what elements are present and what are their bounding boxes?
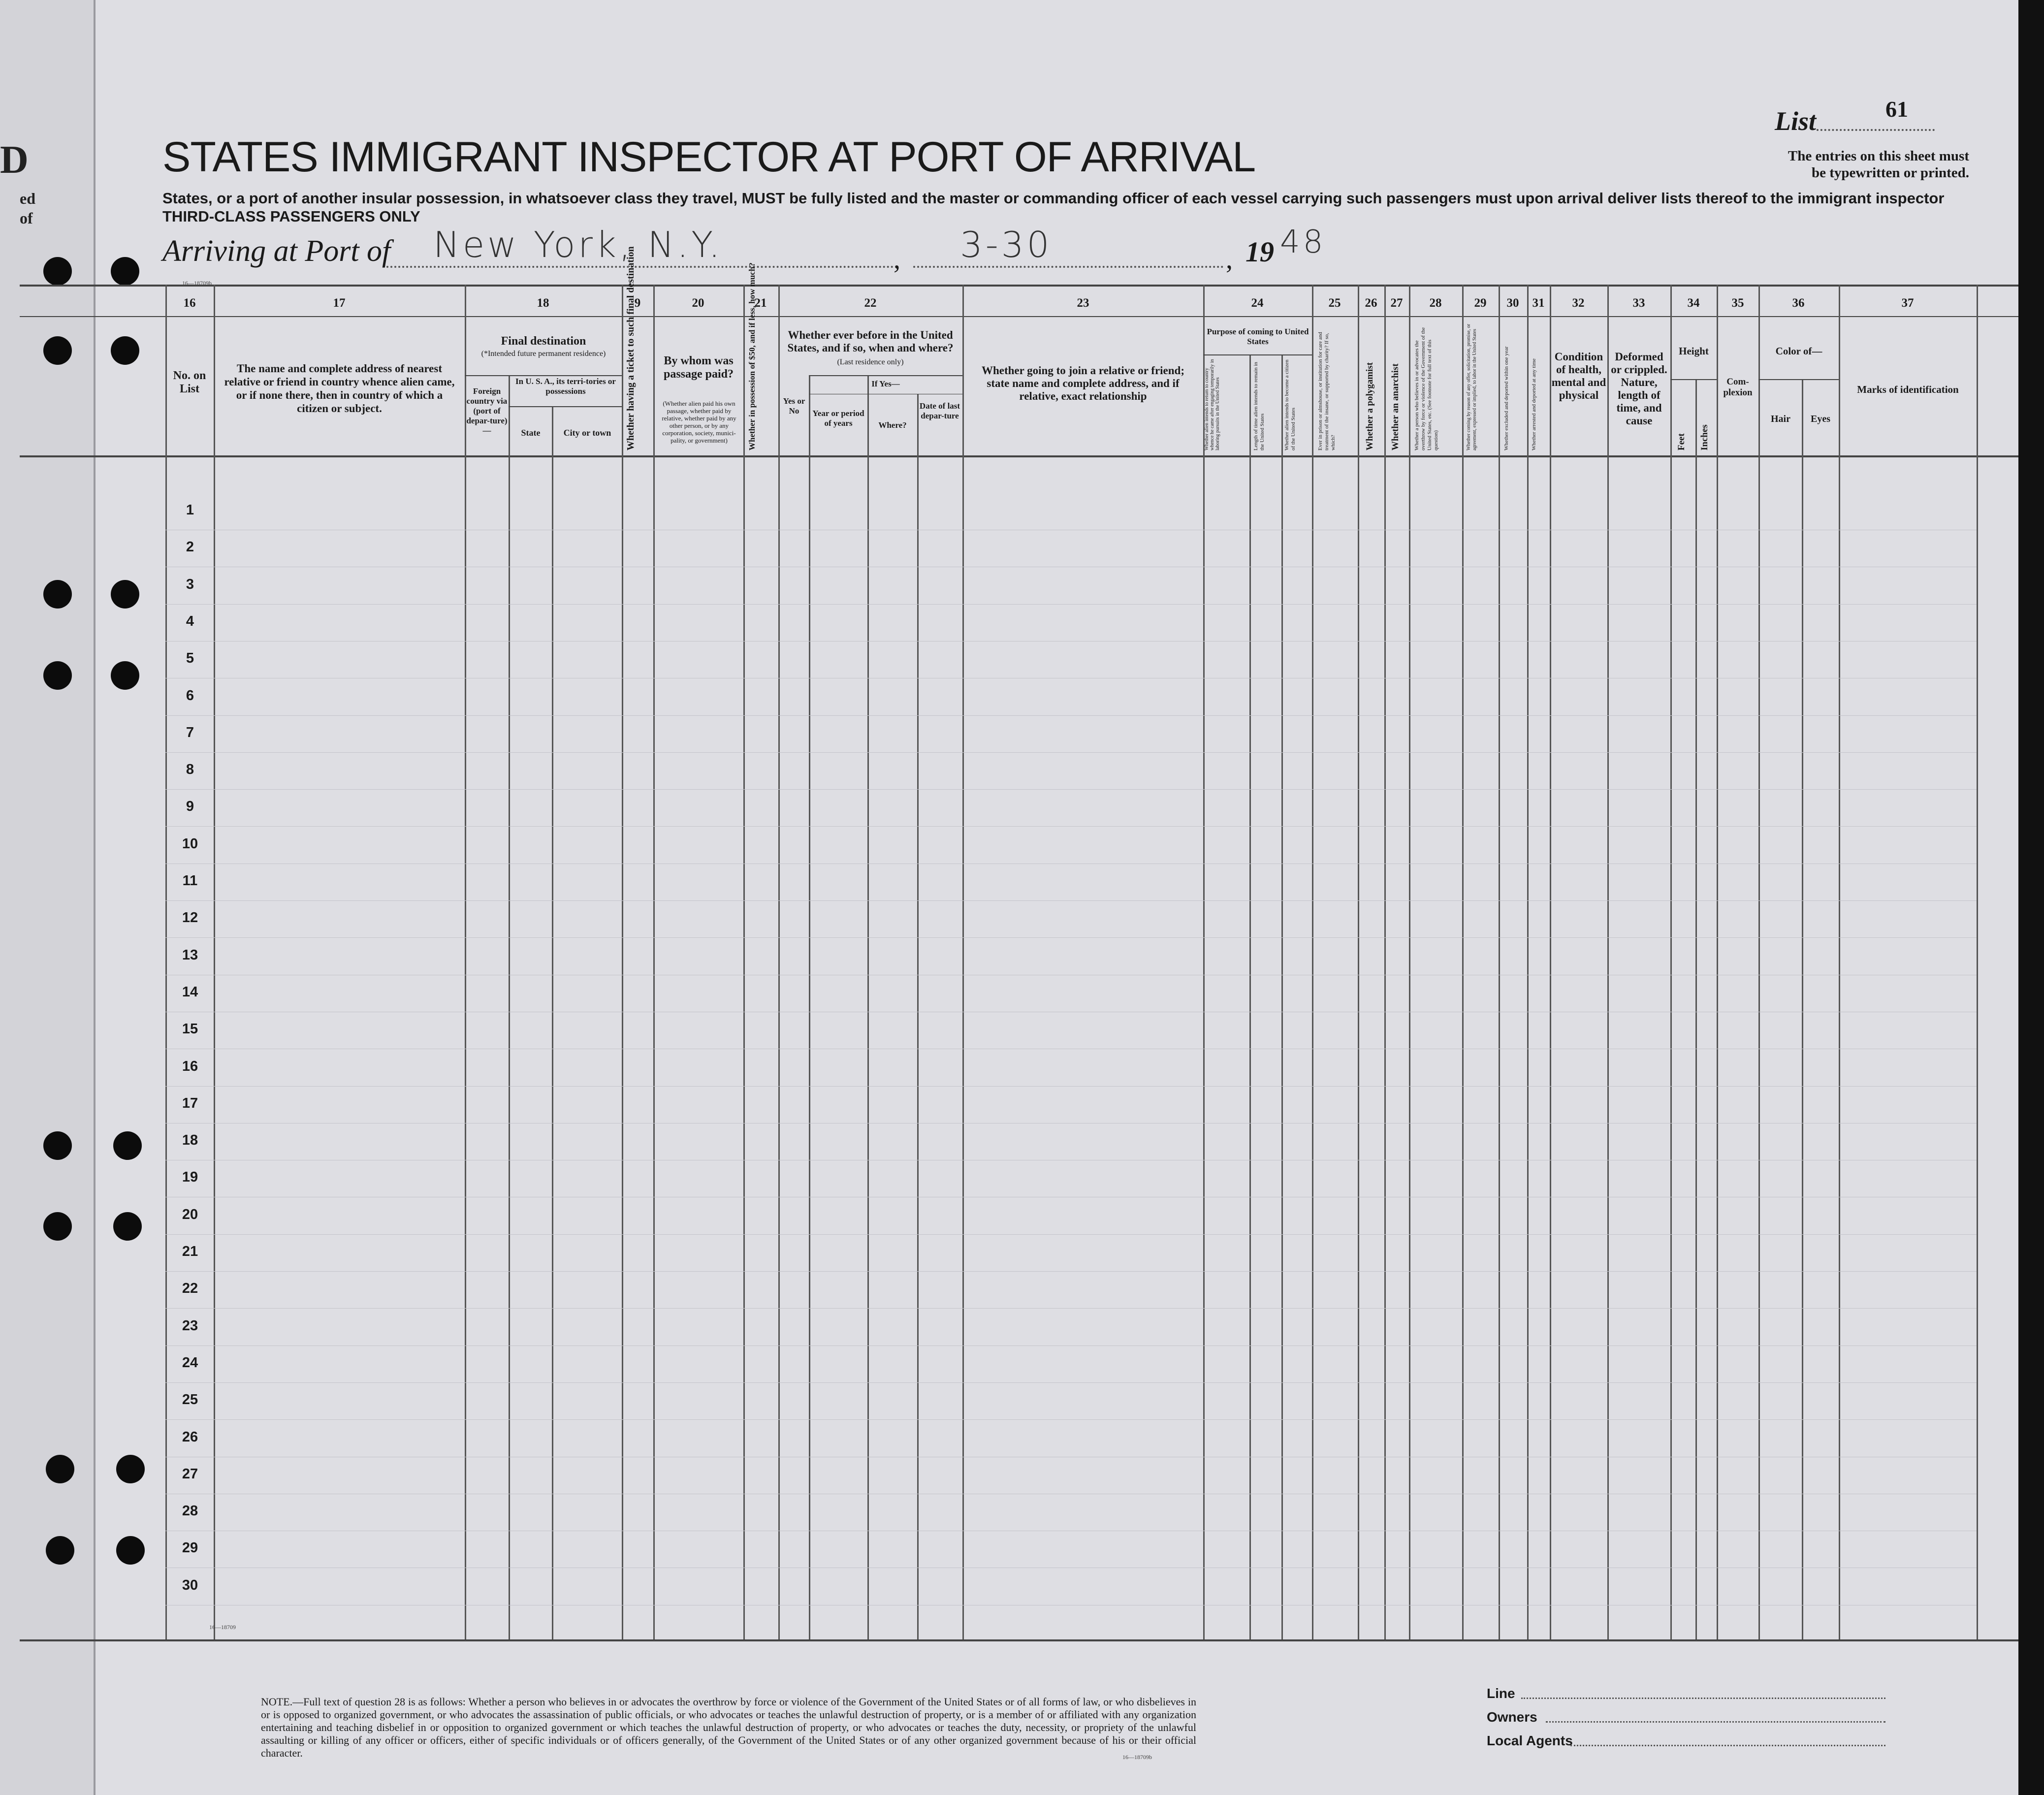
form-number: 16—18709b [182,280,212,287]
header-in-usa: In U. S. A., its terri-tories or possessions [515,377,616,396]
comma-separator: , [894,244,900,275]
local-agents-field[interactable] [1570,1745,1885,1746]
header-foreign-country: Foreign country via (port of depar-ture)— [466,386,508,435]
column-number: 20 [692,296,704,310]
header-deformed: Deformed or crippled. Nature, length of time, and cause [1611,351,1667,427]
subheader-rule [1670,379,1717,380]
list-field-line [1817,129,1935,131]
column-number: 18 [537,296,549,310]
row-rule [165,1271,1977,1272]
header-if-yes: If Yes— [871,379,900,388]
row-number: 5 [186,650,194,667]
header-join-relative: Whether going to join a relative or friend; state name and complete address, and if relative, exact relationship [981,364,1185,402]
header-passage-paid-sub: (Whether alien paid his own passage, whether paid by relative, whether paid by any other person, or by any corporation, society, munici-pality, or government) [662,400,736,444]
header-bottom-rule [20,455,2018,457]
row-rule [165,789,1977,790]
header-length-stay: Length of time alien intends to remain in the United States [1253,362,1265,450]
header-labor-offer: Whether coming by reason of any offer, solicitation, promise, or agreement, expressed or implied, to labor in the United States [1466,323,1477,450]
column-number: 16 [183,296,196,310]
row-rule [165,1086,1977,1087]
col-divider [1358,285,1359,1639]
column-number: 26 [1365,296,1377,310]
header-hair: Hair [1771,414,1790,424]
row-number: 20 [182,1206,198,1222]
col-divider [622,285,623,1639]
row-rule [165,604,1977,605]
row-rule [165,1382,1977,1383]
header-city: City or town [563,428,611,438]
row-rule [165,900,1977,901]
column-number: 37 [1901,296,1914,310]
header-yes-no: Yes or No [783,396,805,416]
col-divider [1499,285,1500,1639]
punch-hole [116,1455,145,1483]
col-divider [962,285,964,1639]
header-feet: Feet [1676,433,1687,450]
punch-hole [111,336,139,365]
col-divider [653,285,655,1639]
col-divider [1384,285,1386,1639]
row-number: 18 [182,1132,198,1149]
subheader-rule [1758,379,1839,380]
row-number: 7 [186,724,194,740]
col-divider [1607,285,1609,1639]
year-printed: 19 [1246,236,1274,268]
punch-hole [43,336,72,365]
date-field-line [913,266,1223,268]
list-number: 61 [1885,96,1908,122]
row-number: 6 [186,687,194,704]
punch-hole [113,1212,142,1241]
column-number: 32 [1572,296,1585,310]
owners-label: Owners [1487,1709,1537,1725]
column-number: 22 [864,296,877,310]
col-divider [1203,285,1205,1639]
subheader-rule [509,406,622,407]
column-number: 9 [634,296,641,310]
tab-fragment: D [0,138,29,182]
line-label: Line [1487,1686,1515,1701]
row-number: 19 [182,1169,198,1186]
column-number: 35 [1731,296,1744,310]
column-number: 21 [754,296,767,310]
column-number: 27 [1390,296,1403,310]
row-number: 30 [182,1577,198,1593]
row-number: 28 [182,1503,198,1519]
local-agents-label: Local Agents [1487,1733,1573,1748]
column-number: 28 [1429,296,1442,310]
column-number: 36 [1792,296,1805,310]
row-number: 8 [186,762,194,778]
col-divider [1312,285,1313,1639]
entries-note [1723,148,1969,181]
list-label: List [1775,106,1817,136]
row-number: 1 [186,502,194,518]
row-number: 3 [186,576,194,592]
col-divider [778,285,780,1639]
punch-hole [46,1455,74,1483]
port-handwritten: New York, N.Y. [433,224,723,265]
row-rule [165,715,1977,716]
col-divider [1550,285,1551,1639]
row-number: 25 [182,1392,198,1408]
tab-fragment: ed [20,190,35,207]
subheader-rule [465,375,622,376]
header-return-country: Whether alien intends to return to country whence he came after engaging temporarily in laboring pursuits in the United States [1204,359,1220,450]
punch-hole [116,1536,145,1565]
row-number: 11 [182,873,198,889]
header-color-of: Color of— [1775,345,1822,357]
column-number: 34 [1687,296,1700,310]
col-divider [1462,285,1464,1639]
header-year-period: Year or period of years [812,409,864,428]
header-health: Condition of health, mental and physical [1551,351,1606,401]
header-where: Where? [878,420,907,430]
header-final-destination: Final destination [501,335,586,348]
column-number: 30 [1506,296,1519,310]
col-divider [1409,285,1410,1639]
col-divider [165,285,167,1639]
col-divider [214,285,215,1639]
col-divider [1670,285,1672,1639]
header-become-citizen: Whether alien intends to become a citizen of the United States [1284,359,1296,450]
form-number-bottom: 16—18709 [209,1624,236,1631]
header-inches: Inches [1699,424,1710,450]
row-number: 21 [182,1244,198,1259]
date-handwritten: 3-30 [960,224,1053,265]
colnum-rule [20,316,2018,317]
header-passage-paid: By whom was passage paid? [663,354,734,381]
punch-hole [43,1212,72,1241]
row-rule [165,1234,1977,1235]
entries-note-line: be typewritten or printed. [1811,165,1969,181]
row-rule [165,1419,1977,1420]
punch-hole [43,580,72,609]
col-divider [743,285,745,1639]
port-field-line [386,266,894,268]
entries-note-line: The entries on this sheet must [1788,148,1969,164]
header-arrested: Whether arrested and deported at any time [1531,358,1537,450]
col-divider [1281,354,1283,1639]
column-number: 24 [1251,296,1264,310]
form-instructions: States, or a port of another insular possession, in whatsoever class they travel, MUST be fully listed and the master or commanding officer of each vessel carrying such passengers must upon arrival deliver lists thereof to the immigrant inspector [162,190,1945,207]
header-date-departure: Date of last depar-ture [919,401,960,420]
punch-hole [43,1131,72,1160]
row-number: 17 [182,1095,198,1111]
header-polygamist: Whether a polygamist [1365,362,1375,450]
col-divider [1695,379,1697,1639]
header-ever-before-sub: (Last residence only) [837,358,904,366]
comma-separator: , [1226,244,1233,275]
col-divider [552,406,553,1639]
header-overthrow: Whether a person who believes in or advocates the overthrow by force or violence of the Government of the United States, etc. (See footnote for full text of this question) [1414,327,1439,450]
punch-hole [111,661,139,690]
row-number: 24 [182,1354,198,1371]
col-divider [509,375,510,1639]
line-field[interactable] [1521,1698,1885,1699]
header-possession-50: Whether in possession of $50, and if less, how much? [747,262,757,450]
header-no-on-list: No. on List [173,369,206,395]
header-state: State [521,428,541,438]
row-rule [165,937,1977,938]
col-divider [867,375,869,1639]
tab-fragment: of [20,209,33,227]
header-final-destination-sub: (*Intended future permanent residence) [481,350,606,358]
row-rule [165,826,1977,827]
header-nearest-relative: The name and complete address of nearest relative or friend in country whence alien came, or if none there, then in country of which a citizen or subject. [224,362,455,415]
row-number: 23 [182,1317,198,1334]
column-number: 23 [1077,296,1089,310]
row-number: 13 [182,947,198,963]
header-ever-before: Whether ever before in the United States, and if so, when and where? [787,329,954,354]
row-rule [165,752,1977,753]
punch-hole [113,1131,142,1160]
form-class-label: THIRD-CLASS PASSENGERS ONLY [162,208,420,225]
owners-field[interactable] [1546,1721,1885,1723]
form-number-footnote: 16—18709b [1122,1754,1152,1761]
year-handwritten: 48 [1280,224,1326,260]
column-number: 33 [1632,296,1645,310]
column-number: 17 [333,296,346,310]
punch-hole [43,661,72,690]
footnote: NOTE.—Full text of question 28 is as follows: Whether a person who believes in or advocates the overthrow by force or violence of the Government of the United States or of all forms of law, or who disbelieves in or is opposed to organized government, or who advocates the assassination of public officials, or who advocates or teaches the unlawful destruction of property, or is a member of or affiliated with any organization entertaining and teaching disbelief in or opposition to organized government or which teaches the unlawful destruction of property, or who advocates or teaches the duty, necessity, or propriety of the unlawful assaulting or killing of any officer or officers, either of specific individuals or of officers generally, of the Government of the United States or of any other organized government because of his or their official character. [261,1696,1196,1759]
header-anarchist: Whether an anarchist [1390,363,1401,450]
row-number: 12 [182,910,198,926]
col-divider [1717,285,1718,1639]
table-bottom-rule [20,1639,2018,1641]
header-ticket: Whether having a ticket to such final destination [625,246,636,450]
header-eyes: Eyes [1811,414,1830,424]
punch-hole [46,1536,74,1565]
col-divider [1758,285,1760,1639]
column-number: 31 [1532,296,1545,310]
row-rule [165,1308,1977,1309]
col-divider [1249,354,1251,1639]
punch-hole [111,257,139,286]
row-number: 2 [186,539,194,555]
header-excluded: Whether excluded and deported within one year [1503,346,1509,450]
row-number: 29 [182,1540,198,1556]
col-divider [1977,285,1978,1639]
punch-hole [111,580,139,609]
column-number: 25 [1328,296,1341,310]
arriving-label: Arriving at Port of [162,234,391,268]
subheader-rule [809,375,962,376]
column-number: 29 [1474,296,1487,310]
header-prison-almshouse: Ever in prison or almshouse, or institution for care and treatment of the insane, or supported by charity? If so, which? [1317,332,1336,450]
col-divider [1527,285,1529,1639]
col-divider [1839,285,1840,1639]
header-marks-identification: Marks of identification [1857,384,1959,395]
row-number: 10 [182,835,198,852]
row-number: 27 [182,1466,198,1482]
col-divider [917,394,919,1639]
col-divider [809,375,810,1639]
punch-hole [43,257,72,286]
subheader-rule [1203,354,1312,355]
header-purpose: Purpose of coming to United States [1207,327,1309,346]
row-number: 15 [182,1021,198,1037]
row-number: 22 [182,1281,198,1297]
col-divider [1802,379,1803,1639]
header-complexion: Com-plexion [1723,377,1753,398]
row-number: 26 [182,1429,198,1445]
row-number: 4 [186,613,194,629]
table-top-rule [20,285,2018,287]
form-title: STATES IMMIGRANT INSPECTOR AT PORT OF ARRIVAL [162,133,1256,181]
row-number: 9 [186,799,194,815]
row-number: 14 [182,984,198,1000]
col-divider [465,285,466,1639]
row-number: 16 [182,1058,198,1074]
header-height: Height [1679,345,1709,357]
